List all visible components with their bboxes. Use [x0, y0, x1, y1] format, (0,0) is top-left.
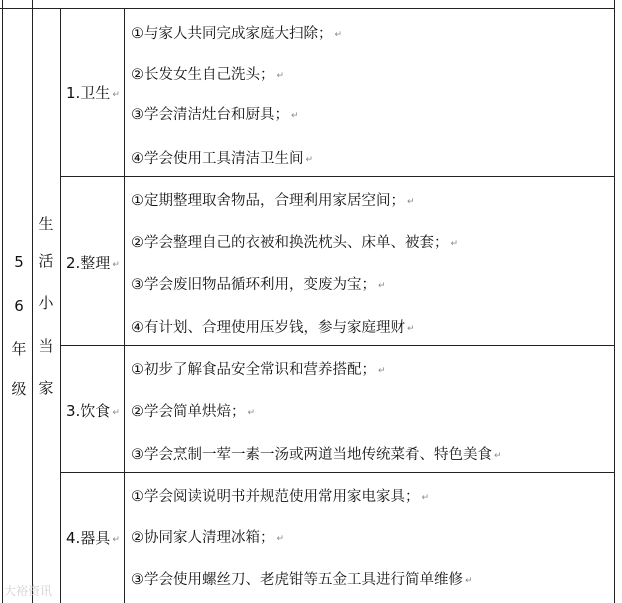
- list-item: ①与家人共同完成家庭大扫除； ↵: [131, 26, 343, 42]
- domain-char: 小: [38, 294, 54, 312]
- col-divider-3: [124, 8, 125, 603]
- col-divider-1: [32, 0, 33, 603]
- category-label: 4.器具 ↵: [66, 529, 120, 547]
- list-item: ①定期整理取舍物品，合理利用家居空间； ↵: [131, 193, 415, 209]
- category-label: 3.饮食 ↵: [66, 402, 120, 420]
- col-divider-0: [2, 0, 3, 603]
- list-item: ②长发女生自己洗头； ↵: [131, 67, 285, 83]
- grade-char: 级: [11, 380, 27, 398]
- grade-char: 5: [14, 253, 24, 271]
- list-item: ③学会烹制一荤一素一汤或两道当地传统菜肴、特色美食 ↵: [131, 447, 502, 463]
- list-item: ①学会阅读说明书并规范使用常用家电家具； ↵: [131, 489, 430, 505]
- row-divider-3: [60, 472, 614, 473]
- category-label: 2.整理 ↵: [66, 254, 120, 272]
- col-divider-2: [60, 8, 61, 603]
- watermark: 大裕资讯: [4, 584, 53, 598]
- list-item: ②学会整理自己的衣被和换洗枕头、床单、被套； ↵: [131, 235, 459, 251]
- list-item: ②协同家人清理冰箱； ↵: [131, 530, 285, 546]
- domain-char: 当: [38, 337, 54, 355]
- domain-char: 生: [38, 215, 54, 233]
- table-top-border: [0, 8, 614, 9]
- list-item: ③学会清洁灶台和厨具； ↵: [131, 107, 299, 123]
- list-item: ④有计划、合理使用压岁钱，参与家庭理财 ↵: [131, 320, 415, 336]
- list-item: ①初步了解食品安全常识和营养搭配； ↵: [131, 362, 386, 378]
- domain-char: 活: [38, 252, 54, 270]
- table-right-border: [614, 0, 615, 603]
- row-divider-1: [60, 176, 614, 177]
- grade-char: 年: [11, 340, 27, 358]
- domain-char: 家: [38, 379, 54, 397]
- list-item: ③学会使用螺丝刀、老虎钳等五金工具进行简单维修 ↵: [131, 572, 473, 588]
- list-item: ②学会简单烘焙； ↵: [131, 404, 256, 420]
- list-item: ④学会使用工具清洁卫生间 ↵: [131, 151, 314, 167]
- grade-char: 6: [14, 297, 24, 315]
- category-label: 1.卫生 ↵: [66, 84, 120, 102]
- list-item: ③学会废旧物品循环利用，变废为宝； ↵: [131, 277, 386, 293]
- row-divider-2: [60, 345, 614, 346]
